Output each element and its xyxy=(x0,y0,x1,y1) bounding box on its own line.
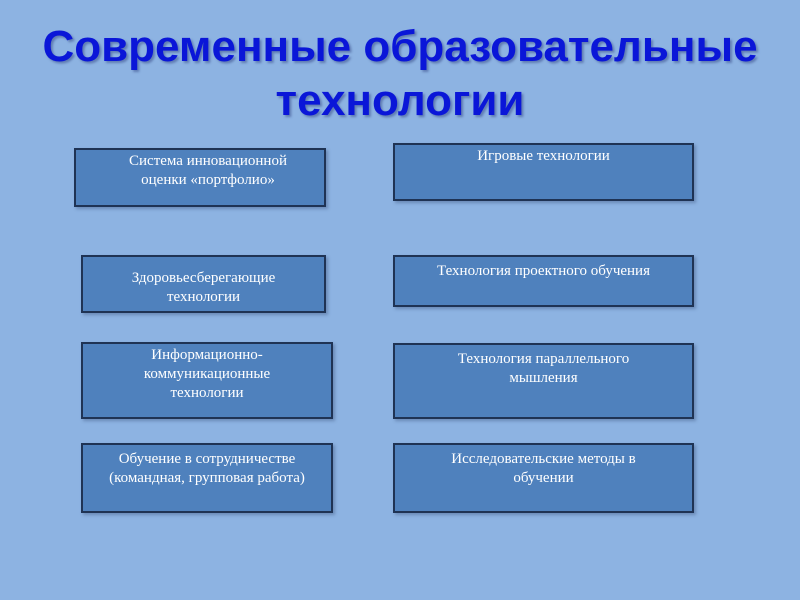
box-text-line: Информационно- xyxy=(151,347,263,363)
box-text-line: оценки «портфолио» xyxy=(141,172,275,188)
box-health-saving-technologies xyxy=(81,255,326,313)
box-game-technologies xyxy=(393,143,694,201)
box-text-line: Технология проектного обучения xyxy=(437,263,650,279)
box-parallel-thinking xyxy=(393,343,694,419)
box-portfolio-assessment xyxy=(74,148,326,207)
box-cooperative-learning xyxy=(81,443,333,513)
slide-title-line-1: Современные образовательные xyxy=(42,22,758,71)
box-text-line: технологии xyxy=(170,385,244,401)
box-text-line: технологии xyxy=(166,289,241,305)
box-text-line: обучении xyxy=(513,470,574,486)
box-text-line: Система инновационной xyxy=(129,153,287,169)
slide-title-line-2: технологии xyxy=(275,76,525,125)
box-text-line: коммуникационные xyxy=(143,366,271,382)
box-project-learning xyxy=(393,255,694,307)
box-ict-technologies xyxy=(81,342,333,419)
box-text-line: Технология параллельного xyxy=(457,351,630,367)
box-text-line: мышления xyxy=(509,370,578,386)
box-research-methods xyxy=(393,443,694,513)
box-text-line: (командная, групповая работа) xyxy=(109,470,305,486)
slide-title xyxy=(0,20,800,128)
box-text-line: Исследовательские методы в xyxy=(451,451,636,467)
box-text-line: Обучение в сотрудничестве xyxy=(118,451,296,467)
box-text-line: Здоровьесберегающие xyxy=(131,270,276,286)
box-text-line: Игровые технологии xyxy=(477,148,610,164)
